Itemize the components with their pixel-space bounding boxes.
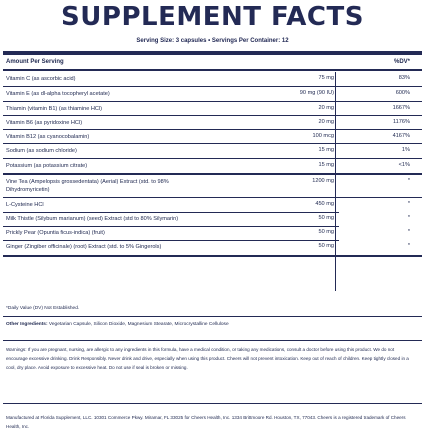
table-row [3, 144, 422, 159]
dv-label: %DV* [393, 59, 410, 65]
nutrient-name: Vitamin E (as dl-alpha tocopheryl acetate) [6, 91, 110, 97]
warnings-text: Warnings: If you are pregnant, nursing, are allergic to any ingredients in this formula, have a medical condition, or taking any medications, consult a doctor before using this product. We do not encourage excessive drinking. Drink Responsibly. Never drink and drive, especially when using this product. Cheers will not prevent intoxication. Keep out of reach of children. Keep tightly closed in a cool, dry place. Avoid exposure to excessive heat. Do not use if seal is broken or missing. [6, 347, 409, 370]
table-row [3, 240, 422, 257]
manufacturer-text: Manufactured at Florida Supplement, LLC. 10301 Commerce Pkwy. Miramar, FL 33025 for Cheers Health, Inc. 1334 Brittmoore Rd. Houston, TX, 77043. Cheers is a registered trademark of Cheers Health, Inc. [6, 415, 406, 429]
nutrient-amount: 90 mg (90 IU) [299, 90, 334, 96]
nutrient-amount: 20 mg [318, 119, 334, 125]
table-row [3, 130, 422, 144]
nutrient-name: Sodium (as sodium chloride) [6, 148, 77, 154]
nutrient-dv: 600% [395, 90, 410, 96]
nutrient-name: Vitamin C (as ascorbic acid) [6, 76, 76, 82]
table-row [3, 87, 422, 102]
nutrient-name: Prickly Pear (Opuntia ficus-indica) (fruit) [6, 230, 105, 236]
table-row [3, 102, 422, 116]
dv-footnote: *Daily Value (DV) Not Established. [6, 306, 80, 311]
nutrient-amount: 100 mcg [312, 133, 334, 139]
nutrient-amount: 50 mg [318, 215, 334, 221]
nutrient-name: Ginger (Zingiber officinale) (root) Extract (std. to 5% Gingerols) [6, 244, 162, 250]
nutrient-dv: <1% [398, 162, 410, 168]
table-row [3, 198, 422, 212]
nutrient-dv: 83% [398, 75, 410, 81]
supplement-facts-title: SUPPLEMENT FACTS [61, 2, 364, 32]
nutrient-dv: 1176% [392, 119, 410, 125]
nutrient-dv: * [407, 229, 410, 235]
column-divider [335, 72, 336, 291]
table-row [3, 116, 422, 130]
nutrient-amount: 15 mg [318, 147, 334, 153]
table-row [3, 72, 422, 87]
divider [3, 316, 422, 317]
nutrient-name: Potassium (as potassium citrate) [6, 163, 88, 169]
nutrient-name: Thiamin (vitamin B1) (as thiamine HCl) [6, 106, 103, 112]
nutrient-amount: 450 mg [315, 201, 334, 207]
nutrient-name: Vine Tea (Ampelopsis grossedentata) (Aerial) Extract (std. to 98% Dihydromyricetin) [6, 179, 169, 193]
nutrient-amount: 15 mg [318, 162, 334, 168]
nutrient-name: L-Cysteine HCl [6, 202, 44, 208]
divider [3, 340, 422, 341]
amount-per-serving-label: Amount Per Serving [6, 59, 64, 65]
other-ingredients [6, 322, 418, 327]
nutrient-amount: 75 mg [318, 75, 334, 81]
table-row [3, 212, 422, 226]
table-row [3, 159, 422, 175]
other-ingredients-label: Other Ingredients: [6, 322, 48, 327]
header-rule [3, 69, 422, 71]
table-row [3, 226, 422, 240]
other-ingredients-text: Vegetarian Capsule, Silicon Dioxide, Magnesium Stearate, Microcrystalline Cellulose [48, 322, 229, 327]
column-header [6, 57, 418, 68]
nutrient-dv: 4167% [392, 133, 410, 139]
nutrient-name: Vitamin B12 (as cyanocobalamin) [6, 134, 90, 140]
nutrient-amount: 50 mg [318, 229, 334, 235]
nutrient-dv: 1% [401, 147, 410, 153]
divider [3, 403, 422, 404]
top-rule [3, 51, 422, 55]
nutrient-name: Milk Thistle (Silybum marianum) (seed) Extract (std to 80% Silymarin) [6, 216, 179, 222]
nutrient-dv: * [407, 178, 410, 184]
nutrient-dv: 1667% [392, 105, 410, 111]
nutrient-dv: * [407, 243, 410, 249]
nutrient-amount: 20 mg [318, 105, 334, 111]
nutrient-amount: 1200 mg [312, 178, 334, 184]
nutrient-amount: 50 mg [318, 243, 334, 249]
nutrient-name: Vitamin B6 (as pyridoxine HCl) [6, 120, 83, 126]
nutrient-dv: * [407, 201, 410, 207]
table-row [3, 175, 422, 198]
serving-info: Serving Size: 3 capsules • Servings Per Container: 12 [136, 38, 289, 44]
nutrient-dv: * [407, 215, 410, 221]
nutrient-table [3, 72, 422, 257]
